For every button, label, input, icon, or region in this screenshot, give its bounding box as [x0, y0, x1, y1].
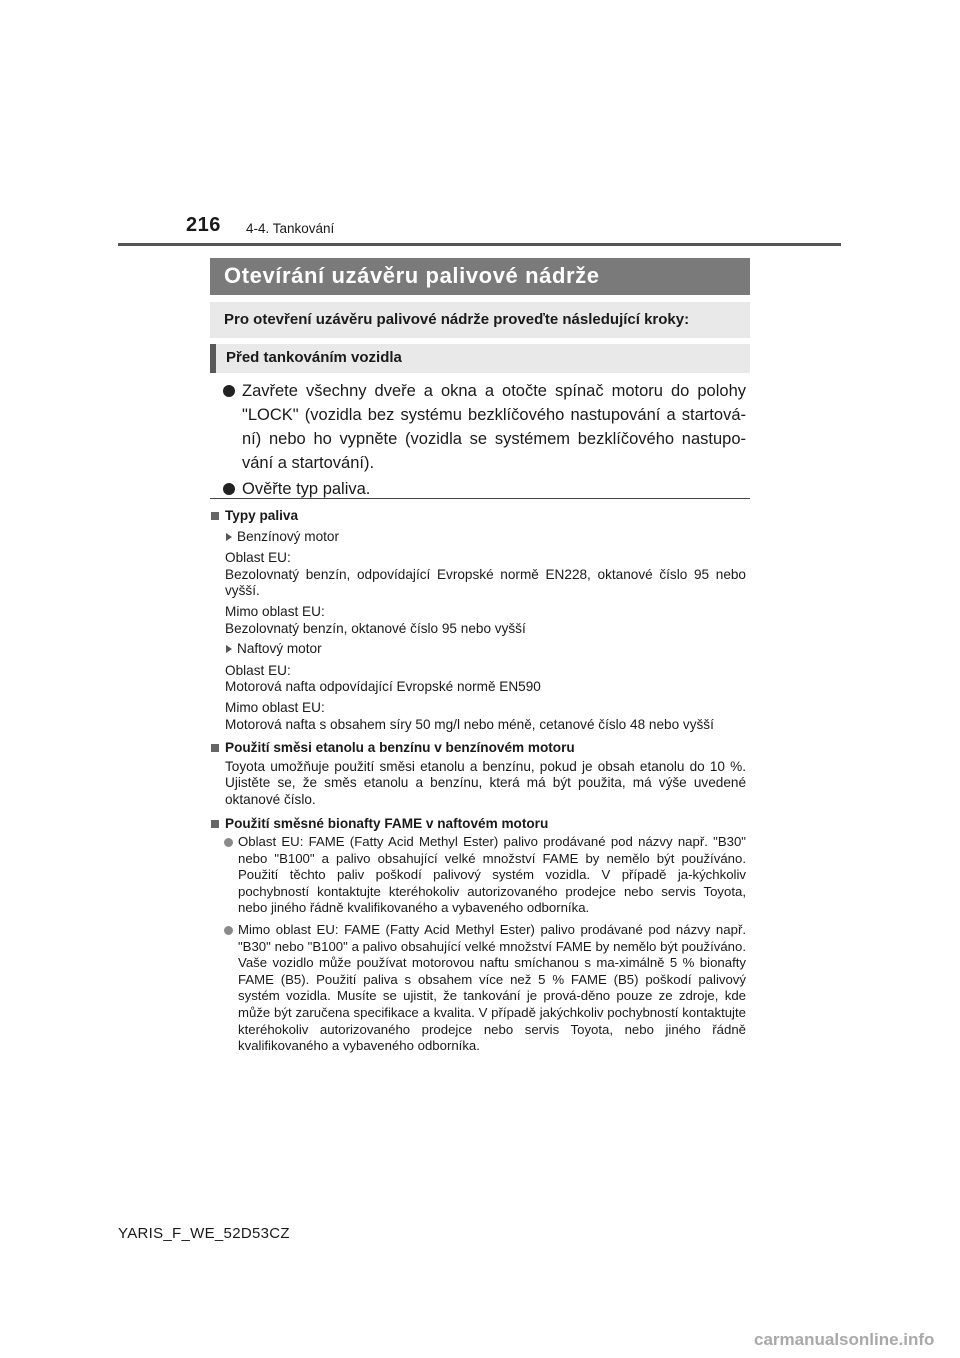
region-text: Bezolovnatý benzín, odpovídající Evropské normě EN228, oktanové číslo 95 nebo vyšší. — [225, 566, 746, 599]
chapter-title: 4-4. Tankování — [246, 221, 335, 236]
bullet-icon — [223, 483, 235, 495]
page-number: 216 — [186, 214, 221, 236]
petrol-engine-item — [210, 529, 746, 546]
region-label: Oblast EU: — [225, 662, 291, 678]
header-rule — [118, 243, 841, 246]
section-divider — [210, 498, 750, 499]
square-bullet-icon — [211, 744, 219, 752]
step-text: Zavřete všechny dveře a okna a otočte spínač motoru do polohy "LOCK" (vozidla bez systému bezklíčového nastupování a startová-ní) nebo ho vypněte (vozidla se systémem bezklíčového nastupo-vání a startování). — [242, 382, 746, 472]
circle-bullet-icon — [224, 926, 233, 935]
petrol-non-eu-paragraph — [210, 604, 746, 637]
section-title: Otevírání uzávěru palivové nádrže — [224, 263, 600, 288]
region-label: Mimo oblast EU: — [225, 699, 325, 715]
note-heading-text: Použití směsi etanolu a benzínu v benzínovém motoru — [225, 740, 575, 756]
diesel-eu-paragraph — [210, 663, 746, 696]
region-text: Bezolovnatý benzín, oktanové číslo 95 nebo vyšší — [225, 620, 526, 636]
step-item — [210, 379, 746, 475]
circle-bullet-icon — [224, 838, 233, 847]
intro-band — [210, 302, 750, 338]
subheading: Před tankováním vozidla — [226, 349, 402, 366]
step-text: Ověřte typ paliva. — [242, 480, 371, 498]
diesel-engine-item — [210, 641, 746, 658]
note-heading-ethanol — [210, 740, 746, 757]
intro-text: Pro otevření uzávěru palivové nádrže proveďte následující kroky: — [224, 311, 690, 328]
fame-item-text: Mimo oblast EU: FAME (Fatty Acid Methyl Ester) palivo prodávané pod názvy např. "B30" nebo "B100" a palivo obsahující velké množství FAME by nemělo být používáno. Vaše vozidlo může používat motorovou naftu smíchanou s ma-ximálně 5 % bionafty FAME (B5). Použití paliva s obsahem více než 5 % FAME (B5) poškodí palivový systém vozidla. Musíte se ujistit, že tankování je prová-děno pouze ze zdroje, kde může být zaručena specifikace a kvalita. V případě jakýchkoliv pochybností kontaktujte kteréhokoliv autorizovaného prodejce nebo servis Toyota, nebo jiného řádně kvalifikovaného a vybaveného odborníka. — [238, 922, 746, 1054]
step-list — [210, 379, 746, 503]
triangle-bullet-icon — [226, 645, 232, 653]
subheading-marker — [210, 344, 216, 373]
triangle-bullet-icon — [226, 533, 232, 541]
square-bullet-icon — [211, 512, 219, 520]
petrol-eu-paragraph — [210, 550, 746, 600]
fame-item — [210, 922, 746, 1055]
note-heading-text: Použití směsné bionafty FAME v naftovém motoru — [225, 815, 549, 831]
region-text: Motorová nafta odpovídající Evropské normě EN590 — [225, 679, 541, 695]
petrol-engine-label: Benzínový motor — [237, 528, 339, 544]
note-heading-text: Typy paliva — [225, 508, 299, 523]
region-text: Motorová nafta s obsahem síry 50 mg/l nebo méně, cetanové číslo 48 nebo vyšší — [225, 716, 714, 732]
fame-item-text: Oblast EU: FAME (Fatty Acid Methyl Ester) palivo prodávané pod názvy např. "B30" nebo "B100" a palivo obsahující velké množství FAME by nemělo být používáno. Použití těchto paliv poškodí palivový systém vozidla. V případě ja-kýchkoliv pochybností kontaktujte kteréhokoliv autorizovaného prodejce nebo servis Toyota, nebo jiného řádně kvalifikovaného a vybaveného odborníka. — [238, 834, 746, 916]
ethanol-paragraph: Toyota umožňuje použití směsi etanolu a benzínu, pokud je obsah etanolu do 10 %. Ujistěte se, že směs etanolu a benzínu, která má být použita, má výše uvedené oktanové číslo. — [225, 758, 746, 807]
watermark: carmanualsonline.info — [754, 1330, 935, 1349]
bullet-icon — [223, 385, 235, 397]
notes-section — [210, 508, 746, 1060]
fame-item — [210, 834, 746, 917]
section-title-band — [210, 258, 750, 295]
region-label: Oblast EU: — [225, 550, 291, 566]
region-label: Mimo oblast EU: — [225, 603, 325, 619]
note-heading-fame — [210, 816, 746, 833]
footer-code: YARIS_F_WE_52D53CZ — [118, 1225, 290, 1242]
subheading-band — [210, 344, 750, 373]
note-heading-fuel-types — [210, 508, 746, 525]
square-bullet-icon — [211, 820, 219, 828]
diesel-non-eu-paragraph — [210, 700, 746, 733]
diesel-engine-label: Naftový motor — [237, 641, 322, 657]
